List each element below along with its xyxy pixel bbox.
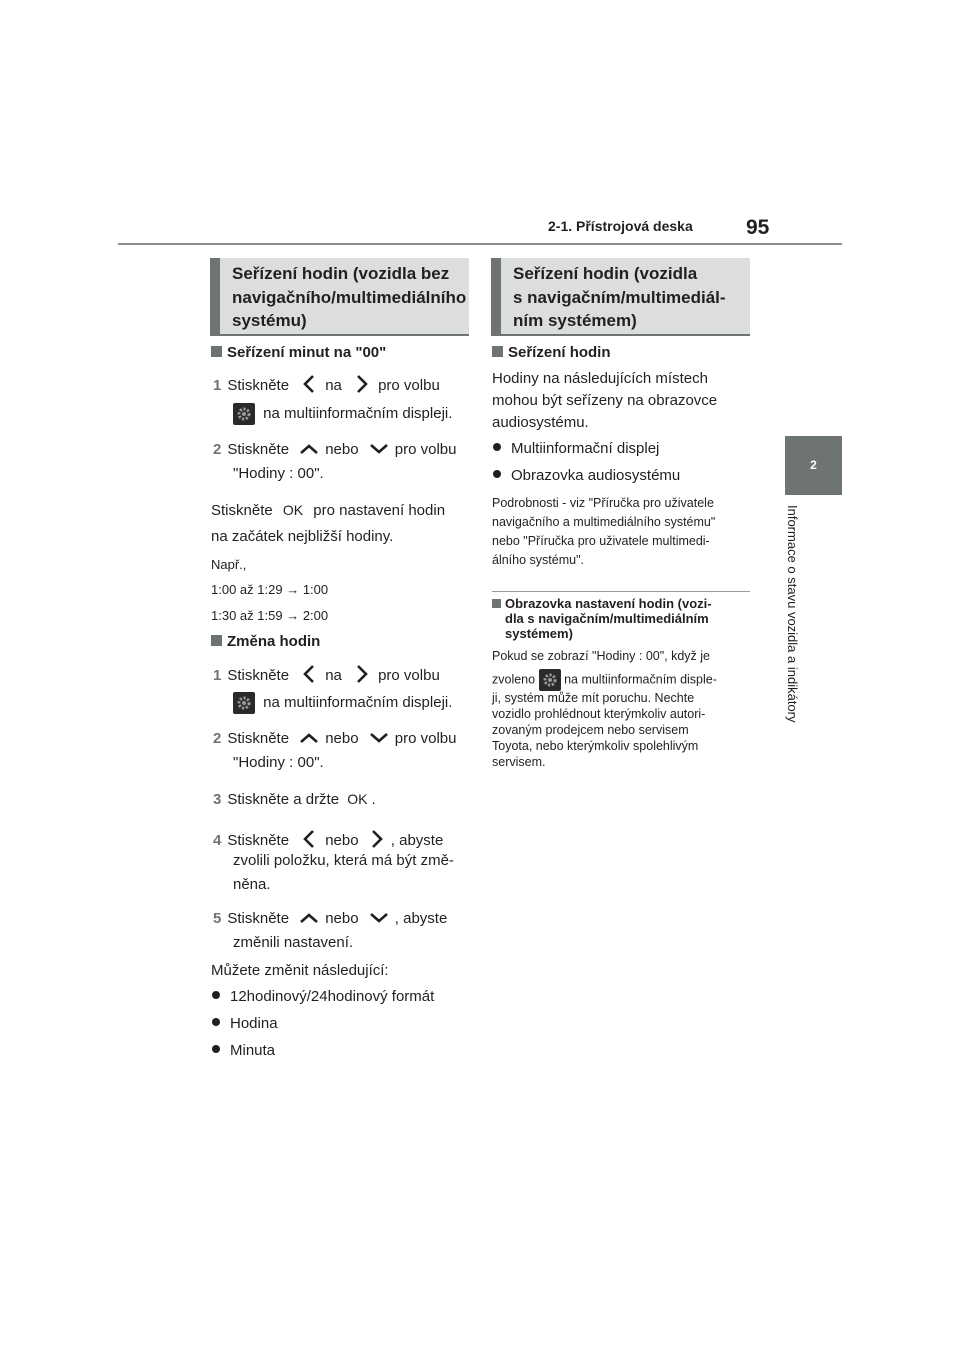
example-row: 1:30 až 1:59 → 2:00: [211, 608, 329, 623]
bullet-dot-icon: [212, 1045, 220, 1053]
chevron-right-icon: [356, 664, 368, 688]
note-line: navigačního a multimediálního systému": [492, 515, 716, 529]
chevron-right-icon: [371, 829, 383, 853]
change-step-1-cont: na multiinformačním displeji.: [233, 692, 452, 714]
note-divider: [492, 591, 750, 592]
gear-icon: [233, 692, 255, 714]
note-line: álního systému".: [492, 553, 584, 567]
change-step-5: 5 Stiskněte nebo , abyste: [213, 910, 448, 927]
step-2-cont: "Hodiny : 00".: [233, 465, 324, 482]
left-box-title-line: navigačního/multimediálního: [232, 287, 467, 307]
right-section-box: [491, 258, 750, 336]
chevron-up-icon: [299, 442, 319, 459]
change-step-3: 3 Stiskněte a držte OK .: [213, 791, 376, 808]
chapter-tab: [785, 436, 842, 495]
change-step-2-cont: "Hodiny : 00".: [233, 754, 324, 771]
step-2: 2 Stiskněte nebo pro volbu: [213, 441, 457, 458]
sub-paragraph-line: Pokud se zobrazí "Hodiny : 00", když je: [492, 649, 711, 663]
header-divider: [118, 243, 842, 245]
bullet-dot-icon: [212, 1018, 220, 1026]
square-bullet-icon: [211, 346, 222, 357]
section-title: 2-1. Přístrojová deska: [548, 218, 693, 234]
bullet-dot-icon: [212, 991, 220, 999]
step-1-cont: na multiinformačním displeji.: [233, 403, 452, 425]
bullet-item: Multiinformační displej: [493, 440, 659, 457]
paragraph-options: Můžete změnit následující:: [211, 962, 389, 979]
bullet-dot-icon: [493, 470, 501, 478]
chevron-down-icon: [369, 442, 389, 459]
change-step-1: 1 Stiskněte na pro volbu: [213, 664, 440, 688]
subheading-change: Změna hodin: [211, 633, 320, 650]
subheading-clock: Seřízení hodin: [492, 344, 611, 361]
ok-button-glyph: OK: [282, 502, 304, 518]
paragraph-line: Hodiny na následujících místech: [492, 370, 708, 387]
change-step-4-cont: zvolili položku, která má být změ-: [233, 852, 454, 869]
square-bullet-icon: [492, 599, 501, 608]
right-box-title-line: s navigačním/multimediál-: [513, 287, 726, 307]
sub-paragraph-line: zvoleno na multiinformačním disple-: [492, 669, 717, 691]
square-bullet-icon: [492, 346, 503, 357]
paragraph-line: audiosystému.: [492, 414, 589, 431]
bullet-item: Obrazovka audiosystému: [493, 467, 680, 484]
change-step-5-cont: změnili nastavení.: [233, 934, 354, 951]
sub-paragraph-rest: ji, systém může mít poruchu. Nechte vozidlo prohlédnout kterýmkoliv autori- zovaným prodejcem nebo servisem Toyota, nebo kterýmkoliv spolehlivým servisem.: [492, 691, 706, 769]
change-step-4: 4 Stiskněte nebo , abyste: [213, 829, 443, 853]
right-box-title-line: Seřízení hodin (vozidla: [513, 264, 698, 283]
page-number: 95: [746, 216, 770, 239]
chevron-left-icon: [303, 664, 315, 688]
chevron-up-icon: [299, 731, 319, 748]
bullet-item: Hodina: [212, 1015, 278, 1032]
square-bullet-icon: [211, 635, 222, 646]
chevron-up-icon: [299, 911, 319, 928]
subheading-minutes: Seřízení minut na "00": [211, 344, 386, 361]
paragraph-ok: Stiskněte OK pro nastavení hodin: [211, 502, 446, 519]
ok-button-glyph: OK: [347, 791, 368, 807]
chapter-title: Informace o stavu vozidla a indikátory: [785, 505, 800, 723]
paragraph-ok-cont: na začátek nejbližší hodiny.: [211, 528, 394, 545]
chevron-down-icon: [369, 731, 389, 748]
example-label: Např.,: [211, 557, 247, 572]
chevron-left-icon: [303, 829, 315, 853]
gear-icon: [233, 403, 255, 425]
chevron-right-icon: [356, 374, 368, 398]
note-line: nebo "Příručka pro uživatele multimedi-: [492, 534, 710, 548]
right-box-title-line: ním systémem): [513, 311, 637, 330]
chevron-down-icon: [369, 911, 389, 928]
arrow-right-icon: →: [286, 608, 300, 623]
paragraph-line: mohou být seřízeny na obrazovce: [492, 392, 718, 409]
subsection-heading: Obrazovka nastavení hodin (vozi- dla s navigačním/multimediálním systémem): [492, 596, 712, 641]
chapter-number: 2: [810, 458, 817, 472]
bullet-item: 12hodinový/24hodinový formát: [212, 988, 434, 1005]
chapter-title-vertical: [783, 505, 803, 765]
left-box-title-line: Seřízení hodin (vozidla bez: [232, 264, 450, 283]
change-step-2: 2 Stiskněte nebo pro volbu: [213, 730, 457, 747]
arrow-right-icon: →: [286, 582, 300, 597]
chevron-left-icon: [303, 374, 315, 398]
bullet-dot-icon: [493, 443, 501, 451]
note-line: Podrobnosti - viz "Příručka pro uživatele: [492, 496, 714, 510]
left-section-box: [210, 258, 469, 336]
left-box-title-line: systému): [232, 311, 307, 330]
bullet-item: Minuta: [212, 1042, 275, 1059]
change-step-4-cont: něna.: [233, 876, 271, 893]
example-row: 1:00 až 1:29 → 1:00: [211, 582, 329, 597]
step-1: 1 Stiskněte na pro volbu: [213, 374, 440, 398]
gear-icon: [539, 669, 561, 691]
